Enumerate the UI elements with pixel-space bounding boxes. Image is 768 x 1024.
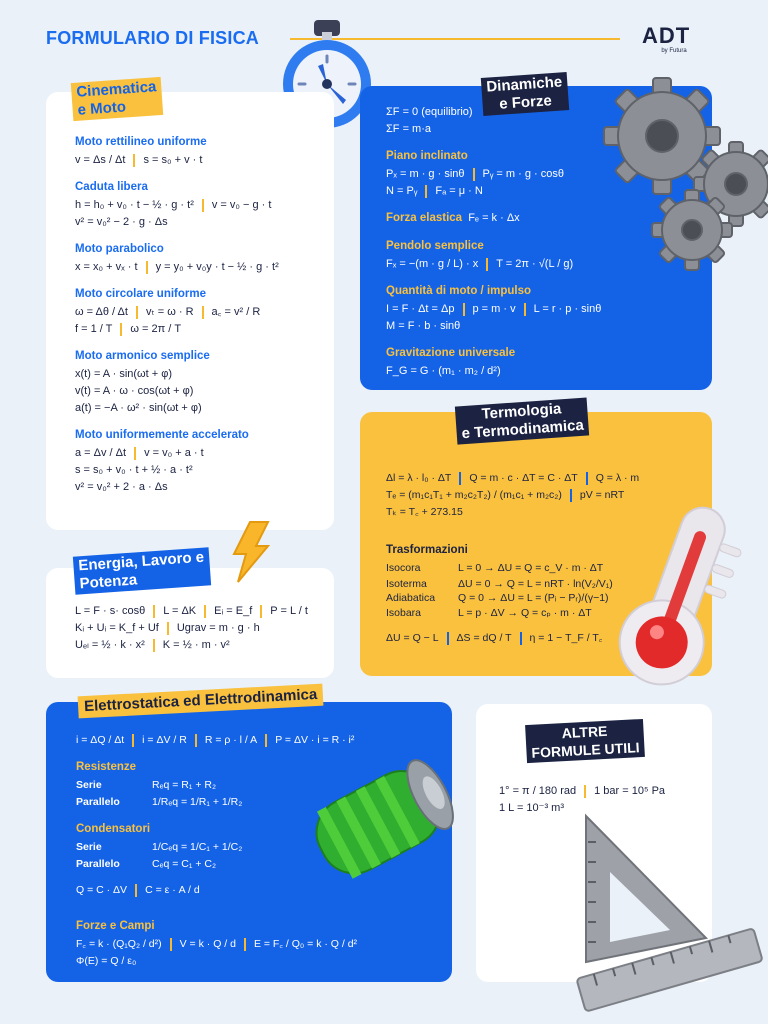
cinematica-tag [71,77,163,121]
gears-icon [598,66,768,288]
formula: L = 0 → ΔU = Q = c_V · m · ΔT [458,562,604,574]
separator [202,306,204,319]
formula: x(t) = A · sin(ωt + φ) [75,368,173,380]
separator [584,785,586,798]
formula: v(t) = A · ω · cos(ωt + φ) [75,385,194,397]
formula-line [76,953,376,970]
formula: 1/Rₑq = 1/R₁ + 1/R₂ [152,796,243,808]
formula-line [75,462,330,479]
separator [463,303,465,316]
formula: Q = C · ΔV [76,884,128,896]
formula: I = F · Δt = Δp [386,303,455,315]
formula: s = s₀ + v₀ · t + ½ · a · t² [75,464,193,476]
elettro-tag: Elettrostatica ed Elettrodinamica [78,684,324,719]
formula: h = h₀ + v₀ · t − ½ · g · t² [75,199,194,211]
section-title: Condensatori [76,823,151,835]
separator [120,323,122,336]
formula: L = F · s· cosθ [75,605,146,617]
separator [146,261,148,274]
formula: ω = 2π / T [130,323,182,335]
formula: i = ΔV / R [142,734,187,746]
trasformazione-name: Adiabatica [386,592,436,604]
formula: N = Pᵧ [386,185,418,197]
section-title: Quantità di moto / impulso [386,285,532,297]
resistenza-name: Parallelo [76,796,120,808]
set-square-icon [566,812,768,1012]
section-title: Moto uniformemente accelerato [75,429,249,441]
formula: Φ(E) = Q / ε₀ [76,955,137,967]
formula-line [499,783,699,800]
formula-line [75,304,330,321]
formula: Fₐ = μ · N [435,185,483,197]
formula: Pₓ = m · g · sinθ [386,168,465,180]
formula-line [75,197,330,214]
formula: ΔU = 0 → Q = L = nRT · ln(V₂/V₁) [458,578,613,590]
formula: Rₑq = R₁ + R₂ [152,779,217,791]
formula: p = m · v [472,303,516,315]
formula: C = ε · A / d [145,884,200,896]
separator [135,884,137,897]
formula: Δl = λ · l₀ · ΔT [386,472,452,484]
formula: Kᵢ + Uᵢ = K_f + Uf [75,622,159,634]
section-title: Pendolo semplice [386,240,484,252]
formula: Uₑₗ = ½ · k · x² [75,639,145,651]
formula: P = ΔV · i = R · i² [275,734,355,746]
formula: ΣF = m·a [386,123,431,135]
formula: 1 bar = 10⁵ Pa [594,785,666,797]
section-title: Moto parabolico [75,243,164,255]
formula-line [75,321,330,338]
section-title: Resistenze [76,761,137,773]
separator [459,472,461,485]
formula: s = s₀ + v · t [143,154,203,166]
formula: 1 L = 10⁻³ m³ [499,802,565,814]
formula-line [386,318,686,335]
formula-line [75,152,330,169]
formula: Pᵧ = m · g · cosθ [482,168,564,180]
separator [244,938,246,951]
separator [473,168,475,181]
logo-subtext: by Futura [661,48,687,54]
separator [486,258,488,271]
formula: E = F꜀ / Q₀ = k · Q / d² [253,938,358,950]
formula: 1° = π / 180 rad [499,785,577,797]
separator [167,622,169,635]
formula: M = F · b · sinθ [386,320,461,332]
condensatore-name: Parallelo [76,858,120,870]
lightning-icon [228,520,272,584]
trasformazione-name: Isocora [386,562,421,574]
page-title: FORMULARIO DI FISICA [46,28,259,48]
formula-line [386,470,706,487]
dinamiche-tag-line2: e Forze [498,92,553,113]
formula: v = v₀ + a · t [144,447,204,459]
formula: a(t) = −A · ω² · sin(ωt + φ) [75,402,202,414]
formula: Q = m · c · ΔT = C · ΔT [469,472,578,484]
formula: T = 2π · √(L / g) [496,258,574,270]
altre-tag [525,719,645,763]
formula-line [75,259,330,276]
cinematica-tag-line1: Cinematica [75,78,157,101]
formula: vₜ = ω · R [145,306,194,318]
formula: v = v₀ − g · t [211,199,272,211]
formula: ΔU = Q − L [386,632,439,644]
separator [153,605,155,618]
logo-text: ADT [642,23,691,48]
section-title: Piano inclinato [386,150,468,162]
termologia-tag-line2: e Termodinamica [461,416,585,443]
brand-logo [642,23,706,54]
formula: v² = v₀² − 2 · g · Δs [75,216,168,228]
energia-tag-line2: Potenza [79,571,138,593]
formula: Q = 0 → ΔU = L = (Pᵢ − Pᵣ)/(γ−1) [458,592,609,604]
formula-line [75,366,330,383]
formula-line [76,936,376,953]
separator [520,632,522,645]
formula: Eᵢ = E_f [214,605,253,617]
formula: v = Δs / Δt [75,154,126,166]
trasformazione-name: Isobara [386,607,422,619]
separator [425,185,427,198]
formula-line [75,637,330,654]
separator [570,489,572,502]
formula: a꜀ = v² / R [211,306,261,318]
formula: f = 1 / T [75,323,113,335]
formula-line [75,479,330,496]
formula: ΣF = 0 (equilibrio) [386,106,473,118]
formula-line [386,363,686,380]
separator [136,306,138,319]
separator [170,938,172,951]
cinematica-tag-line2: e Moto [77,98,127,119]
formula: V = k · Q / d [179,938,236,950]
formula: L = ΔK [163,605,197,617]
formula: K = ½ · m · v² [162,639,230,651]
formula: 1/Cₑq = 1/C₁ + 1/C₂ [152,841,243,853]
separator [202,199,204,212]
cinematica-content [75,133,330,496]
formula: Tₑ = (m₁c₁T₁ + m₂c₂T₂) / (m₁c₁ + m₂c₂) [386,489,562,501]
section-title: Moto circolare uniforme [75,288,206,300]
trasformazione-name: Isoterma [386,578,427,590]
formula: F꜀ = k · (Q₁Q₂ / d²) [76,938,162,950]
altre-tag-line2: FORMULE UTILI [531,739,640,761]
termologia-tag-line1: Termologia [481,400,562,423]
section-title: Forze e Campi [76,920,155,932]
condensatore-name: Serie [76,841,102,853]
separator [447,632,449,645]
altre-tag-line1: ALTRE [561,722,608,742]
formula: Tₖ = T꜀ + 273.15 [386,506,463,518]
formula: Fₓ = −(m · g / L) · x [386,258,479,270]
battery-icon [292,744,472,894]
section-title: Gravitazione universale [386,347,516,359]
separator [586,472,588,485]
section-title: Moto rettilineo uniforme [75,136,207,148]
separator [132,734,134,747]
separator [265,734,267,747]
formula: Ugrav = m · g · h [176,622,260,634]
formula: L = p · ΔV → Q = cₚ · m · ΔT [458,607,592,619]
formula: v² = v₀² + 2 · a · Δs [75,481,168,493]
separator [195,734,197,747]
formula: η = 1 − T_F / T꜀ [529,632,603,644]
separator [153,639,155,652]
formula-line [75,214,330,231]
thermometer-icon [610,498,760,698]
separator [260,605,262,618]
formula-line [75,383,330,400]
separator [134,447,136,460]
formula: Cₑq = C₁ + C₂ [152,858,217,870]
formula: ω = Δθ / Δt [75,306,128,318]
section-title: Caduta libera [75,181,148,193]
section-title: Trasformazioni [386,544,468,556]
separator [524,303,526,316]
formula-line [75,400,330,417]
dinamiche-tag-line1: Dinamiche [485,73,563,96]
formula-line [75,445,330,462]
formula: pV = nRT [579,489,625,501]
formula: Q = λ · m [595,472,640,484]
formula: i = ΔQ / Δt [76,734,125,746]
formula: Fₑ = k · Δx [468,212,520,224]
formula: F_G = G · (m₁ · m₂ / d²) [386,365,501,377]
resistenza-name: Serie [76,779,102,791]
formula-line [75,603,330,620]
formula: a = Δv / Δt [75,447,127,459]
energia-tag-line1: Energia, Lavoro e [77,548,205,575]
formula: y = y₀ + v₀y · t − ½ · g · t² [155,261,279,273]
section-title: Forza elastica [386,212,463,224]
formula: ΔS = dQ / T [456,632,512,644]
formula: L = r · p · sinθ [533,303,602,315]
section-title: Moto armonico semplice [75,350,210,362]
separator [133,154,135,167]
formula: x = x₀ + vₓ · t [75,261,138,273]
formula-line [386,301,686,318]
energia-content [75,603,330,654]
formula-line [75,620,330,637]
formula: R = ρ · l / A [204,734,258,746]
separator [204,605,206,618]
formula: P = L / t [270,605,308,617]
